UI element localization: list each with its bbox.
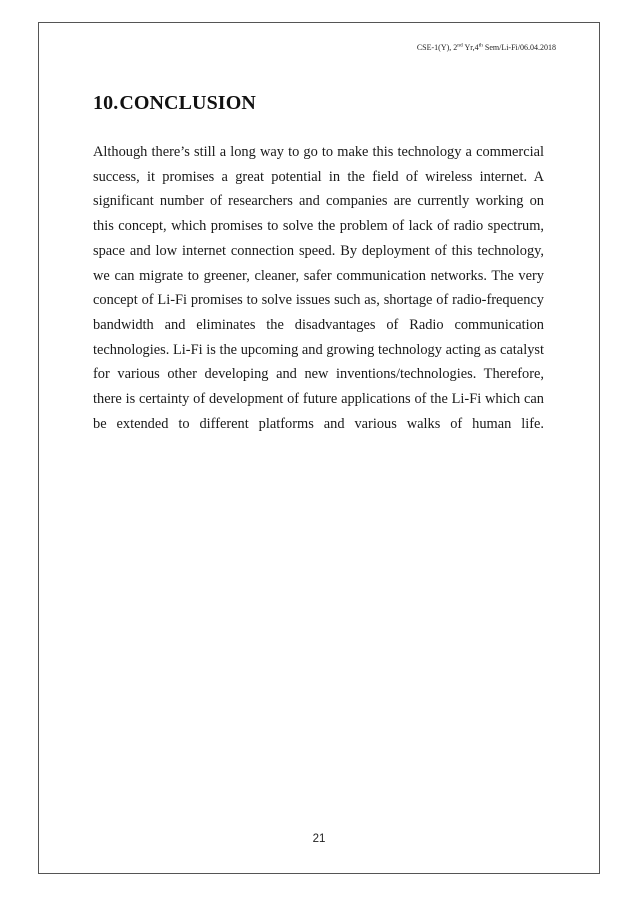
header-ref-part3: Sem/Li-Fi/06.04.2018 xyxy=(482,43,556,52)
header-ref-sup1: nd xyxy=(457,42,463,49)
conclusion-paragraph: Although there’s still a long way to go to make this technology a commercial success, it promises a great potential in the field of wireless internet. A significant number of researchers and companies are currently working on this concept, which promises to solve the problem of lack of radio spectrum, space and low internet connection speed. By deployment of this technology, we can migrate to greener, cleaner, safer communication networks. The very concept of Li-Fi promises to solve issues such as, shortage of radio-frequency bandwidth and eliminates the disadvantages of Radio communication technologies. Li-Fi is the upcoming and growing technology acting as catalyst for various other developing and new inventions/technologies. Therefore, there is certainty of development of future applications of the Li-Fi which can be extended to different platforms and various walks of human life. xyxy=(93,144,544,432)
header-ref-part1: CSE-1(Y), 2 xyxy=(416,43,458,52)
header-ref-sup2: th xyxy=(478,42,483,49)
page-number: 21 xyxy=(312,833,326,845)
section-heading xyxy=(93,92,256,115)
section-number: 10. xyxy=(93,92,119,114)
document-header-reference xyxy=(417,43,556,52)
header-ref-part2: Yr,4 xyxy=(462,43,479,52)
section-title: CONCLUSION xyxy=(119,92,256,114)
